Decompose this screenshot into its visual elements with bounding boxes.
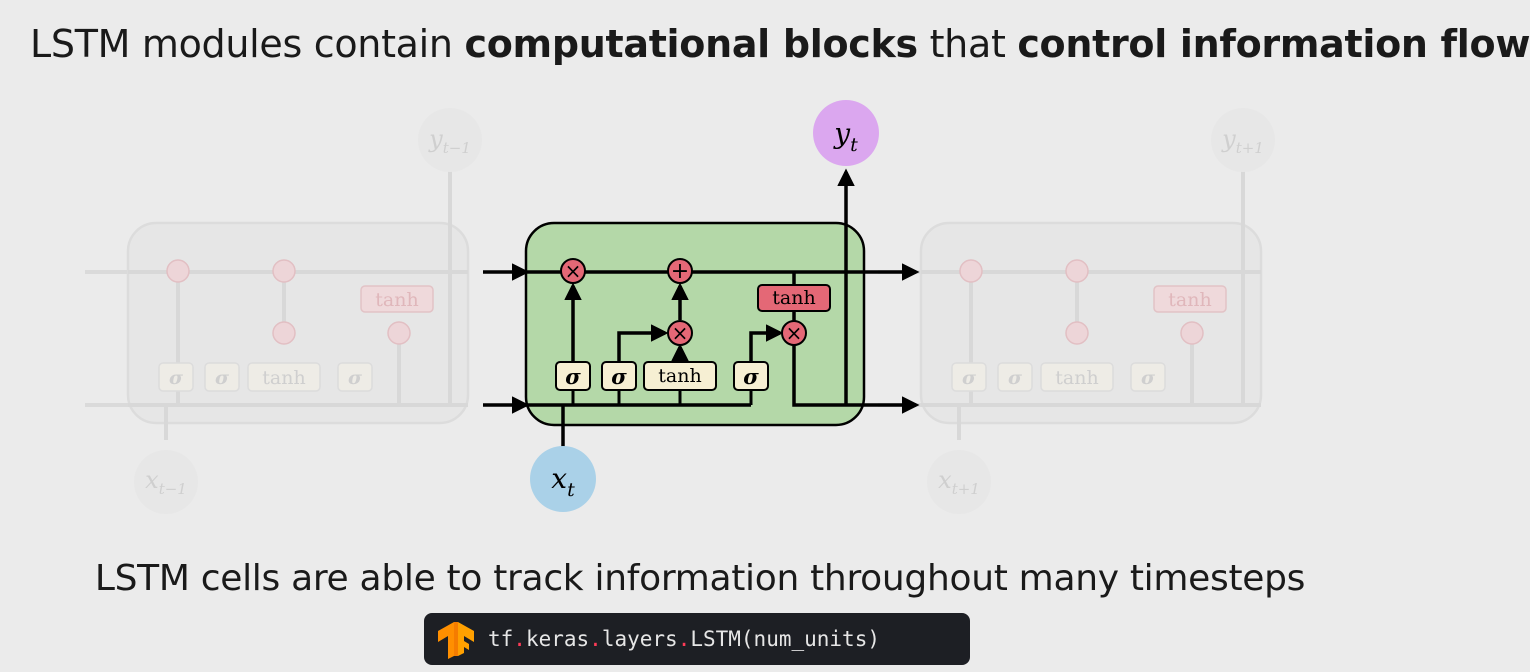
svg-text:xt: $x_t$ [551,462,575,501]
code-text: tf.keras.layers.LSTM(num_units) [488,627,880,651]
forget-multiply-op [561,259,585,283]
previous-cell [85,108,482,514]
input-gate [602,362,636,390]
input-node [530,446,596,512]
next-forget-gate-label: σ [961,367,977,389]
prev-cell-tanh-label: tanh [375,289,419,311]
tensorflow-logo-icon [434,617,478,661]
output-multiply-op [782,321,806,345]
prev-forget-gate-label: σ [168,367,184,389]
svg-text:tanh: tanh [772,287,816,309]
next-candidate-label: tanh [1055,367,1099,389]
next-input-label: $x_{t+1}$ [938,466,980,498]
slide-title: LSTM modules contain computational blocks that control information flow [30,22,1530,66]
svg-text:+: + [670,259,690,284]
candidate-tanh-gate [644,362,716,390]
cell-tanh-block [758,285,830,311]
svg-text:×: × [785,321,803,345]
input-multiply-op [668,321,692,345]
output-node [813,100,879,166]
next-cell-tanh-label: tanh [1168,289,1212,311]
prev-input-label: $x_{t-1}$ [145,466,187,498]
svg-text:tanh: tanh [658,365,702,387]
prev-candidate-label: tanh [262,367,306,389]
prev-output-label: $y_{t-1}$ [429,125,471,157]
code-snippet [424,613,970,665]
cell-add-op [668,259,692,284]
next-cell [878,108,1275,514]
forget-gate [556,362,590,390]
next-output-label: $y_{t+1}$ [1222,125,1264,157]
svg-text:×: × [671,321,689,345]
cell-body [526,223,864,425]
slide-subtitle: LSTM cells are able to track information throughout many timesteps [94,558,1306,599]
svg-text:σ: σ [611,364,627,389]
current-cell [483,100,916,512]
prev-output-gate-label: σ [347,367,363,389]
next-output-gate-label: σ [1140,367,1156,389]
svg-text:×: × [564,259,582,283]
svg-text:yt: $y_t$ [834,117,858,156]
next-input-gate-label: σ [1007,367,1023,389]
svg-text:σ: σ [565,364,581,389]
svg-text:σ: σ [743,364,759,389]
output-gate [734,362,768,390]
prev-input-gate-label: σ [214,367,230,389]
